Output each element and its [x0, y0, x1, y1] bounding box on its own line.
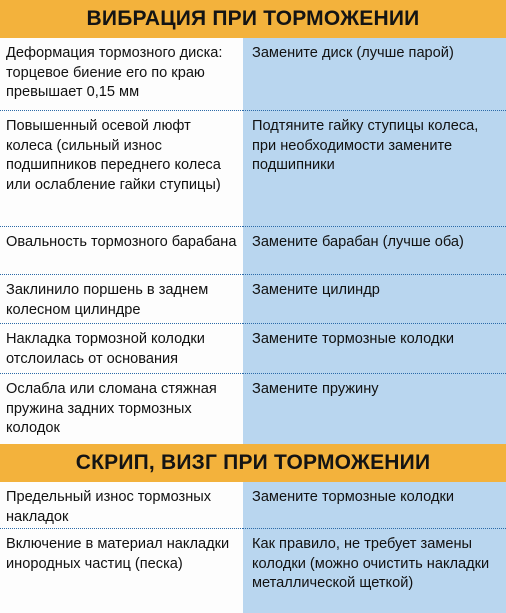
cause-cell: Включение в материал накладки инородных частиц (песка) — [0, 529, 243, 613]
section-title: СКРИП, ВИЗГ ПРИ ТОРМОЖЕНИИ — [75, 451, 431, 474]
remedy-cell: Замените барабан (лучше оба) — [243, 227, 506, 275]
cause-cell: Накладка тормозной колодки отслоилась от основания — [0, 324, 243, 374]
remedy-cell: Замените диск (лучше парой) — [243, 38, 506, 111]
remedy-cell: Подтяните гайку ступицы колеса, при необходимости замените подшипники — [243, 111, 506, 227]
remedy-cell: Как правило, не требует замены колодки (можно очистить накладки металлической щеткой) — [243, 529, 506, 613]
table-row — [0, 374, 506, 444]
table-row — [0, 227, 506, 275]
table-row — [0, 275, 506, 324]
section-header-vibration — [0, 0, 506, 38]
table-row — [0, 111, 506, 227]
cause-cell: Овальность тормозного барабана — [0, 227, 243, 275]
table-row — [0, 482, 506, 529]
remedy-cell: Замените цилиндр — [243, 275, 506, 324]
cause-cell: Ослабла или сломана стяжная пружина задних тормозных колодок — [0, 374, 243, 444]
table-row — [0, 38, 506, 111]
table-row — [0, 529, 506, 613]
cause-cell: Деформация тормозного диска: торцевое биение его по краю превышает 0,15 мм — [0, 38, 243, 111]
cause-cell: Повышенный осевой люфт колеса (сильный износ подшипников переднего колеса или ослабление гайки ступицы) — [0, 111, 243, 227]
remedy-cell: Замените тормозные колодки — [243, 482, 506, 529]
remedy-cell: Замените пружину — [243, 374, 506, 444]
cause-cell: Заклинило поршень в заднем колесном цилиндре — [0, 275, 243, 324]
remedy-cell: Замените тормозные колодки — [243, 324, 506, 374]
section-title: ВИБРАЦИЯ ПРИ ТОРМОЖЕНИИ — [86, 7, 420, 30]
cause-cell: Предельный износ тормозных накладок — [0, 482, 243, 529]
table-row — [0, 324, 506, 374]
section-header-squeal — [0, 444, 506, 482]
